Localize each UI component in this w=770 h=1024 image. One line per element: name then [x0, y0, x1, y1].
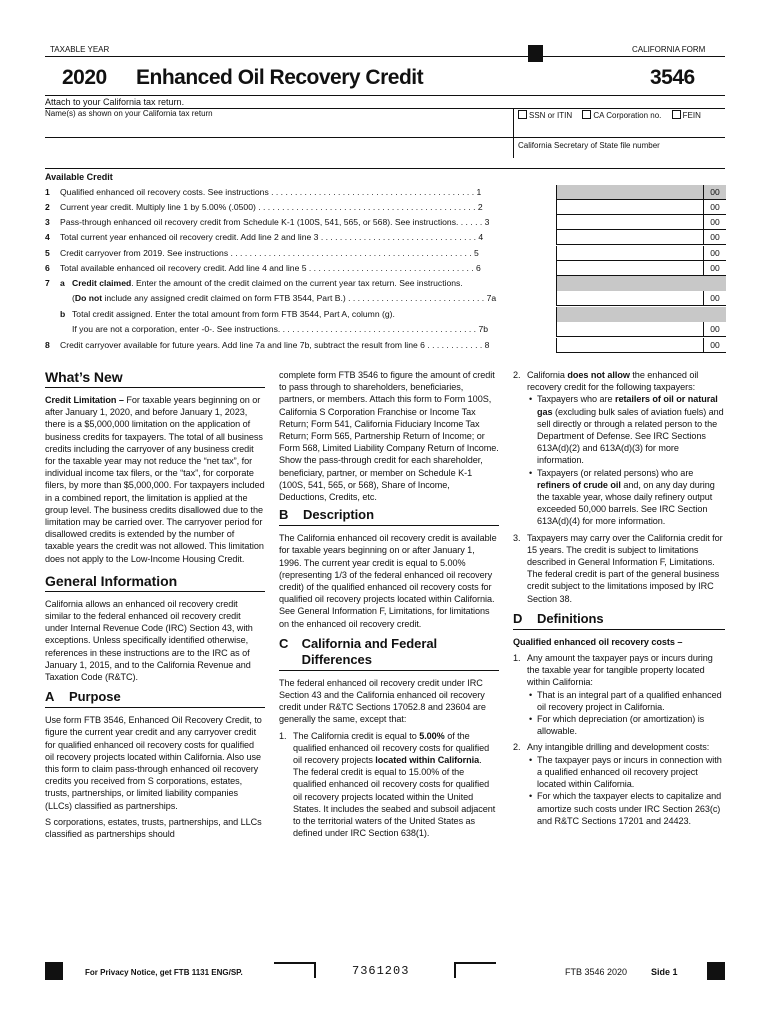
taxable-year-label: TAXABLE YEAR	[50, 45, 110, 54]
california-form-label: CALIFORNIA FORM	[632, 45, 706, 54]
line-8-amount[interactable]	[556, 338, 726, 353]
side-label: Side 1	[651, 967, 678, 977]
definition-2-list	[513, 754, 725, 827]
difference-item-3: 3. Taxpayers may carry over the California credit for 15 years. The credit is subject to limitations described in General Information F, Limitations. The federal credit is part of the general business credit subject to the limitations imposed by IRC Section 38.	[513, 532, 723, 604]
credit-line-6: 6 Total available enhanced oil recovery credit. Add line 4 and line 5 . . . . . . . . . . . . . . . . . . . . . . . . . . . . . . . . . . . 6	[45, 263, 481, 273]
line-2-amount[interactable]	[556, 200, 726, 215]
line-2-cents: 00	[703, 200, 726, 215]
line-7a-amount[interactable]	[556, 291, 726, 306]
column-1	[45, 369, 265, 844]
line-7b-shaded	[556, 307, 726, 322]
title-rule	[45, 95, 725, 96]
form-id-footer: FTB 3546 2020	[565, 967, 628, 977]
header-bottom-rule	[45, 168, 725, 169]
differences-heading: C California and Federal Differences	[279, 635, 438, 667]
purpose-continued-para: complete form FTB 3546 to figure the amount of credit to pass through to shareholders, beneficiaries, partners, or members. Attach this form to Form 100S, California S Corporation Franchise or Income Tax Return; Form 541, California Fiduciary Income Tax Return; Form 565, Partnership Return of Income; or Form 568, Limited Liability Company Return of Income. Show the pass-through credit for each shareholder, beneficiary, partner, or member on Schedule K-1 (100S, 541, 565, or 568), Share of Income, Deductions, Credits, etc.	[279, 370, 499, 503]
ssn-label: SSN or ITIN	[529, 111, 573, 120]
fein-label: FEIN	[682, 111, 701, 120]
ssn-checkbox[interactable]	[518, 110, 527, 119]
names-label: Name(s) as shown on your California tax return	[45, 109, 213, 118]
definition-item-2: 2. Any intangible drilling and development costs:	[513, 742, 710, 753]
credit-line-1: 1 Qualified enhanced oil recovery costs. See instructions . . . . . . . . . . . . . . . . . . . . . . . . . . . . . . . . . . . . . . . . . . . 1	[45, 187, 482, 197]
available-credit-heading: Available Credit	[45, 172, 113, 182]
footer-mark-left	[45, 962, 63, 980]
line-7b-amount[interactable]	[556, 322, 726, 337]
line-6-cents: 00	[703, 261, 726, 276]
definitions-heading: D Definitions	[513, 610, 604, 626]
line-1-amount[interactable]	[556, 185, 726, 200]
purpose-heading: A Purpose	[45, 689, 121, 705]
definitions-subheading: Qualified enhanced oil recovery costs –	[513, 636, 683, 647]
line-1-cents: 00	[703, 185, 726, 200]
purpose-para-2: S corporations, estates, trusts, partnerships, and LLCs classified as partnerships should	[45, 816, 262, 840]
privacy-notice: For Privacy Notice, get FTB 1131 ENG/SP.	[85, 968, 243, 977]
attach-note: Attach to your California tax return.	[45, 97, 185, 107]
excluded-taxpayers-list	[513, 393, 725, 527]
credit-line-5: 5 Credit carryover from 2019. See instructions . . . . . . . . . . . . . . . . . . . . . . . . . . . . . . . . . . . . . . . . . . . . . . . . . . . 5	[45, 248, 479, 258]
line-3-amount[interactable]	[556, 215, 726, 230]
registration-mark	[528, 45, 543, 62]
id-type-options	[518, 110, 701, 120]
credit-line-3: 3 Pass-through enhanced oil recovery credit from Schedule K-1 (100S, 541, 565, or 568). See instructions. . . . . . 3	[45, 217, 490, 227]
definition-1-list	[513, 689, 725, 738]
column-3	[513, 369, 725, 827]
ca-corp-checkbox[interactable]	[582, 110, 591, 119]
form-title: Enhanced Oil Recovery Credit	[136, 66, 424, 89]
credit-line-2: 2 Current year credit. Multiply line 1 by 5.00% (.0500) . . . . . . . . . . . . . . . . . . . . . . . . . . . . . . . . . . . . . . . . . . . . . . 2	[45, 202, 483, 212]
fein-checkbox[interactable]	[672, 110, 681, 119]
footer-corner-left	[274, 962, 316, 978]
sos-divider	[45, 137, 725, 138]
credit-line-7a-cont: (Do not include any assigned credit claimed on form FTB 3544, Part B.) . . . . . . . . . . . . . . . . . . . . . . . . . . . . . 7a	[72, 293, 497, 303]
differences-para: The federal enhanced oil recovery credit under IRC Section 43 and the California enhanced oil recovery credit under R&TC Sections 17052.8 and 23604 are generally the same, except that:	[279, 677, 486, 725]
line-4-cents: 00	[703, 230, 726, 245]
line-3-cents: 00	[703, 215, 726, 230]
sos-label: California Secretary of State file number	[518, 141, 660, 150]
credit-line-7a: 7 a Credit claimed. Enter the amount of the credit claimed on the current year tax return. See instructions.	[45, 278, 463, 288]
definition-item-1: 1. Any amount the taxpayer pays or incurs during the taxable year for tangible property located within California:	[513, 653, 713, 688]
list-item: • For which the taxpayer elects to capitalize and amortize such costs under IRC Section 263(c) and R&TC Sections 17201 and 24423.	[513, 790, 725, 827]
line-7b-cents: 00	[703, 322, 726, 337]
barcode-number: 7361203	[352, 964, 410, 978]
header-rule	[45, 56, 725, 57]
general-info-para: California allows an enhanced oil recovery credit similar to the federal enhanced oil recovery credit under Internal Revenue Code (IRC) Section 43, with exceptions. Unless specifically identified otherwise, references in these instructions are to the IRC as of January 1, 2015, and to the California Revenue and Taxation Code (R&TC).	[45, 598, 253, 683]
list-item: • Taxpayers who are retailers of oil or natural gas (excluding bulk sales of aviation fuels) and sell directly or through a related person to the Department of Defense. See IRC Sections 613A(d)(2) and 613A(d)(3) for more information.	[513, 393, 725, 466]
line-7a-cents: 00	[703, 291, 726, 306]
credit-line-7b: b Total credit assigned. Enter the total amount from form FTB 3544, Part A, column (g).	[60, 309, 395, 319]
footer-corner-right	[454, 962, 496, 978]
whats-new-heading: What’s New	[45, 369, 123, 385]
footer-mark-right	[707, 962, 725, 980]
description-heading: B Description	[279, 507, 374, 523]
line-4-amount[interactable]	[556, 230, 726, 245]
id-number-field[interactable]	[514, 122, 724, 136]
line-7a-shaded	[556, 276, 726, 291]
column-2	[279, 369, 499, 840]
tax-year: 2020	[62, 66, 107, 89]
list-item: • For which depreciation (or amortization) is allowable.	[513, 713, 725, 737]
credit-line-4: 4 Total current year enhanced oil recovery credit. Add line 2 and line 3 . . . . . . . . . . . . . . . . . . . . . . . . . . . . . . . . . 4	[45, 232, 484, 242]
names-field[interactable]	[45, 118, 513, 132]
credit-limitation-para: Credit Limitation – For taxable years beginning on or after January 1, 2020, and before January 1, 2023, there is a $5,000,000 limitation on the application of business credits for taxpayers. The total of all business credits including the carryover of any business credit for the taxable year may not reduce the “net tax”, for individual income tax filers, or the “tax”, for corporate filers, by more than $5,000,000. For taxpayers included in a combined report, the limitation is applied at the group level. The business credits disallowed due to the limitation may be carried over. The carryover period for disallowed credits is extended by the number of taxable years the credit was not allowed. This limitation does not apply to the Low-Income Housing Credit.	[45, 395, 265, 564]
list-item: • The taxpayer pays or incurs in connection with a qualified enhanced oil recovery project located within California.	[513, 754, 725, 791]
line-6-amount[interactable]	[556, 261, 726, 276]
sos-field[interactable]	[514, 152, 724, 166]
credit-line-8: 8 Credit carryover available for future years. Add line 7a and line 7b, subtract the result from line 6 . . . . . . . . . . . . 8	[45, 340, 490, 350]
difference-item-1: 1. The California credit is equal to 5.00% of the qualified enhanced oil recovery costs for qualified oil recovery projects located within California. The federal credit is equal to 15.00% of the qualified enhanced oil recovery costs for qualified oil recovery projects located within the United States. It includes the seabed and subsoil adjacent to the territorial waters of the United States as defined under IRC Section 638(1).	[279, 730, 496, 839]
difference-item-2: 2. California does not allow the enhanced oil recovery credit for the following taxpayers:	[513, 370, 699, 393]
general-info-heading: General Information	[45, 572, 178, 589]
list-item: • That is an integral part of a qualified enhanced oil recovery project in California.	[513, 689, 725, 713]
description-para: The California enhanced oil recovery credit is available for taxable years beginning on or after January 1, 1996. The current year credit is equal to 5.00% (representing 1/3 of the federal enhanced oil recovery credit) of the qualified enhanced oil recovery costs for qualified oil recovery projects located within California. See General Information F, Limitations, for limitations on the enhanced oil recovery credit.	[279, 533, 497, 629]
ca-corp-label: CA Corporation no.	[593, 111, 662, 120]
line-5-amount[interactable]	[556, 246, 726, 261]
purpose-para: Use form FTB 3546, Enhanced Oil Recovery Credit, to figure the current year credit and any carryover credit for qualified enhanced oil recovery costs for qualified oil recovery projects located within California. Also use this form to claim pass-through enhanced oil recovery credits you received from S corporations, estates, trusts, partnerships, or limited liability companies (LLCs) classified as partnerships.	[45, 715, 262, 811]
form-number: 3546	[650, 66, 695, 89]
line-5-cents: 00	[703, 246, 726, 261]
credit-line-7b-cont: If you are not a corporation, enter -0-. See instructions. . . . . . . . . . . . . . . . . . . . . . . . . . . . . . . . . . . . . . . . . . 7b	[72, 324, 488, 334]
line-8-cents: 00	[703, 338, 726, 353]
list-item: • Taxpayers (or related persons) who are refiners of crude oil and, on any day during the taxable year, whose daily refinery output exceeded 50,000 barrels. See IRC Section 613A(d)(4) for more information.	[513, 467, 725, 528]
